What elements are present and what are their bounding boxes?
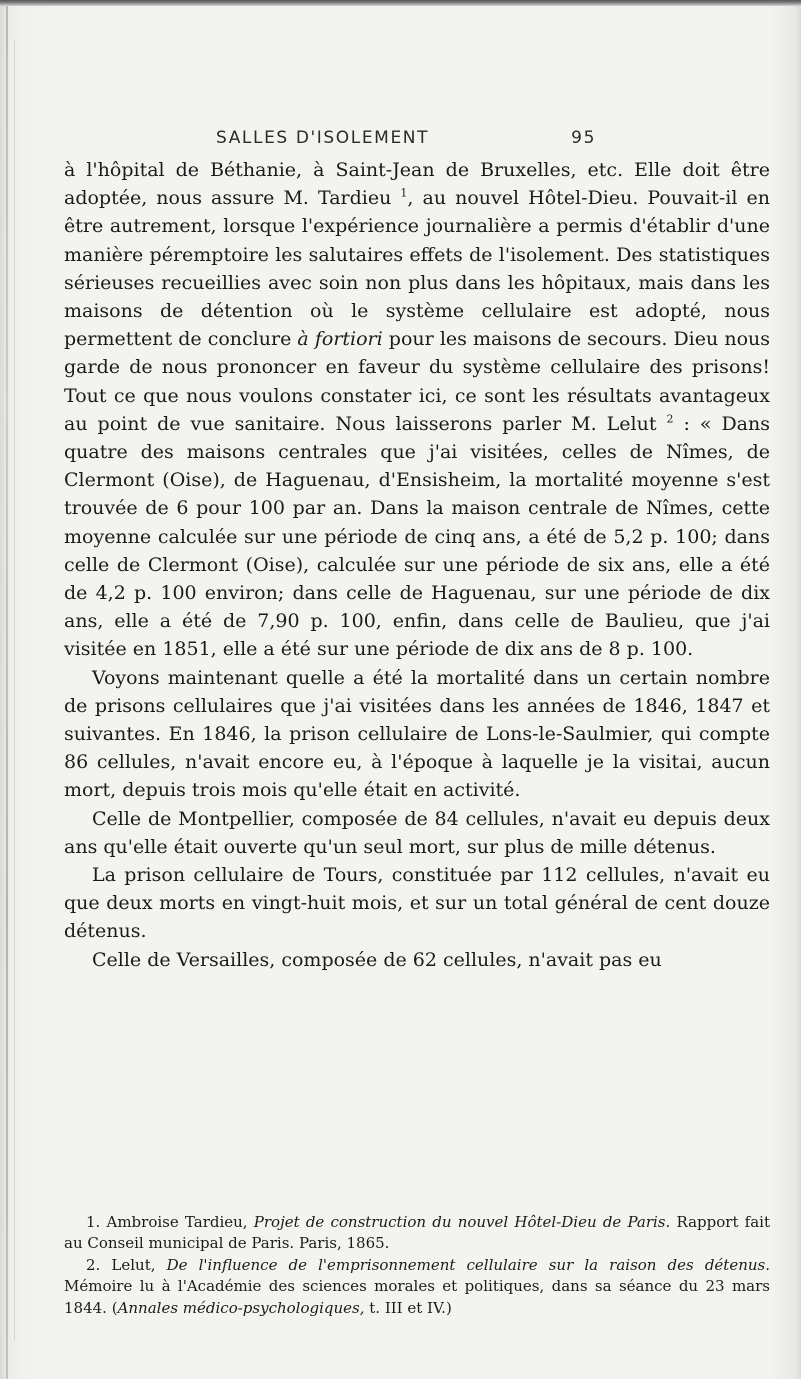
footnote-text: 1. Ambroise Tardieu, [86, 1213, 254, 1231]
text-run: , au nouvel Hôtel-Dieu. Pouvait-il en être autrement, lorsque l'expérience journalière a permis d'établir d'une manière péremptoire les salutaires effets de l'isolement. Des statistiques sérieuses recueillies avec soin non plus dans les hôpitaux, mais dans les maisons de détention où le système cellulaire est adopté, nous permettent de conclure [64, 187, 770, 351]
page-number: 95 [571, 128, 596, 148]
footnote-text: Mémoire lu à l'Académie des sciences morales et politiques, dans sa séance du 23 mars 1844. ( [64, 1277, 770, 1317]
footnote-text: 2. Lelut, [86, 1255, 167, 1274]
footnotes [64, 1212, 770, 1319]
paragraph-1 [64, 156, 770, 664]
text-run: à l'hôpital de Béthanie, à Saint-Jean de Bruxelles, etc. Elle doit être adoptée, nous assure M. Tardieu [64, 159, 770, 210]
footnote-1 [64, 1212, 770, 1255]
binding-gutter [6, 6, 8, 1379]
paragraph-4: La prison cellulaire de Tours, constituée par 112 cellules, n'avait eu que deux morts en vingt-huit mois, et sur un total général de cent douze détenus. [64, 864, 770, 943]
text-run: pour les maisons de secours. Dieu nous garde de nous prononcer en faveur du système cellulaire des prisons! Tout ce que nous voulons constater ici, ce sont les résultats avantageux au point de vue sanitaire. Nous laisserons parler M. Lelut [64, 328, 770, 435]
footnote-text: t. III et IV.) [364, 1298, 452, 1317]
paragraph-5: Celle de Versailles, composée de 62 cellules, n'avait pas eu [92, 948, 662, 971]
footnote-title: Projet de construction du nouvel Hôtel-Dieu de Paris. [253, 1213, 671, 1231]
main-text [64, 156, 770, 974]
italic-phrase: à fortiori [297, 328, 383, 351]
running-title: SALLES D'ISOLEMENT [216, 128, 430, 148]
paragraph-3: Celle de Montpellier, composée de 84 cellules, n'avait eu depuis deux ans qu'elle était ouverte qu'un seul mort, sur plus de mille détenus. [64, 807, 770, 858]
footnote-2 [64, 1255, 770, 1319]
binding-gutter-shadow [14, 40, 15, 1340]
footnote-text: Rapport fait au Conseil municipal de Paris. Paris, 1865. [64, 1213, 770, 1253]
footnote-ref-2[interactable]: 2 [666, 412, 674, 426]
footnote-journal: Annales médico-psychologiques, [117, 1298, 365, 1317]
footnote-ref-1[interactable]: 1 [400, 186, 408, 200]
footnote-title: De l'influence de l'emprisonnement cellulaire sur la raison des détenus. [166, 1255, 770, 1274]
running-head [216, 128, 596, 152]
page-top-edge [0, 0, 801, 6]
paragraph-2: Voyons maintenant quelle a été la mortalité dans un certain nombre de prisons cellulaires que j'ai visitées dans les années de 1846, 1847 et suivantes. En 1846, la prison cellulaire de Lons-le-Saulmier, qui compte 86 cellules, n'avait encore eu, à l'époque à laquelle je la visitai, aucun mort, depuis trois mois qu'elle était en activité. [64, 666, 770, 802]
text-run: : « Dans quatre des maisons centrales que j'ai visitées, celles de Nîmes, de Clermont (Oise), de Haguenau, d'Ensisheim, la mortalité moyenne s'est trouvée de 6 pour 100 par an. Dans la maison centrale de Nîmes, cette moyenne calculée sur une période de cinq ans, a été de 5,2 p. 100; dans celle de Clermont (Oise), calculée sur une période de six ans, elle a été de 4,2 p. 100 environ; dans celle de Haguenau, sur une période de dix ans, elle a été de 7,90 p. 100, enfin, dans celle de Baulieu, que j'ai visitée en 1851, elle a été sur une période de dix ans de 8 p. 100. [64, 412, 770, 661]
